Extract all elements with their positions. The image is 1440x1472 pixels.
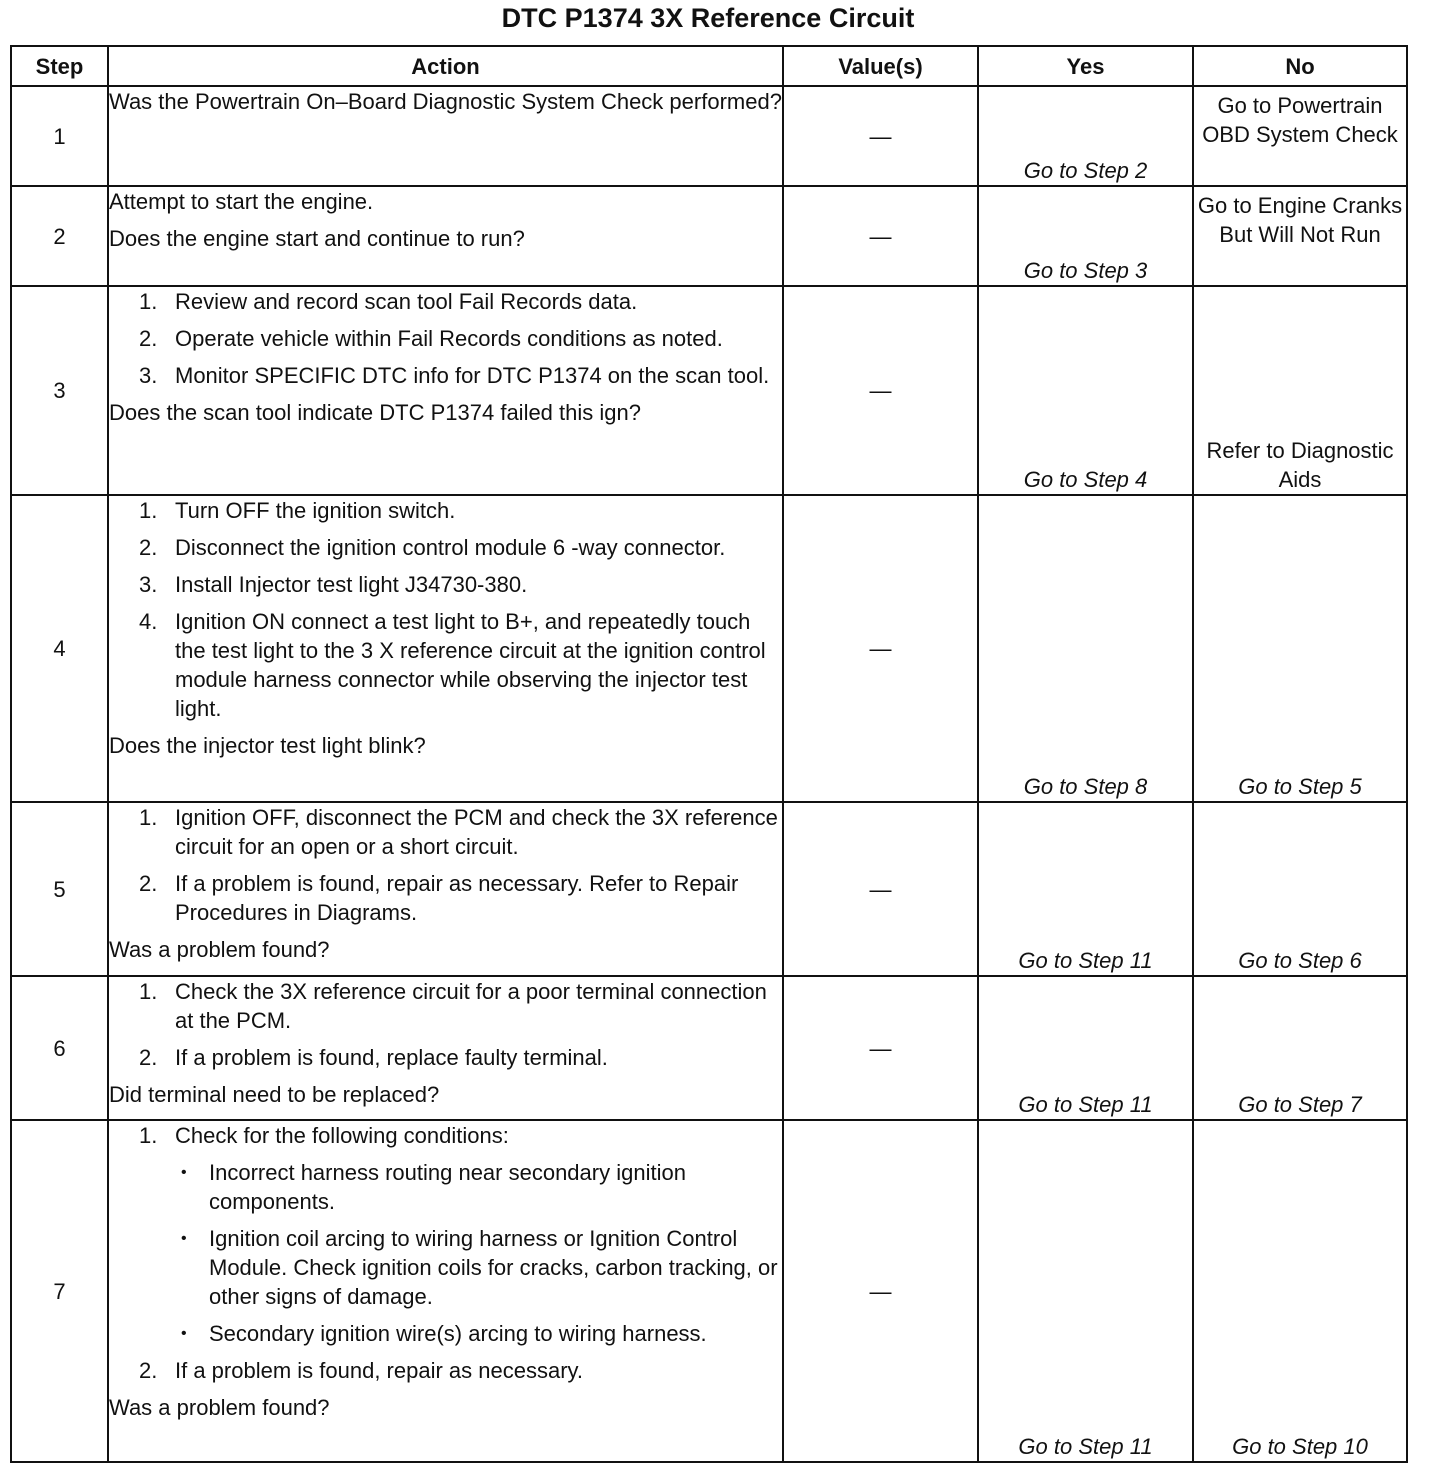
yes-cell: Go to Step 3 [978,186,1193,286]
no-cell: Go to Step 7 [1193,976,1407,1120]
numbered-list [109,803,782,927]
page-title: DTC P1374 3X Reference Circuit [501,3,915,33]
header-values: Value(s) [783,46,978,86]
list-item: 3. Monitor SPECIFIC DTC info for DTC P1374 on the scan tool. [139,363,770,388]
numbered-list [109,287,782,390]
list-item: 2. If a problem is found, replace faulty terminal. [139,1045,608,1070]
bullet-list [175,1158,782,1348]
list-item: 1. Turn OFF the ignition switch. [139,498,456,523]
step-number: 7 [11,1120,108,1462]
no-cell: Refer to Diagnostic Aids [1193,286,1407,495]
no-cell: Go to Step 5 [1193,495,1407,802]
bullet-item: • Incorrect harness routing near secondary ignition components. [175,1158,782,1216]
action-cell [108,976,783,1120]
step-number: 1 [11,86,108,186]
value-cell: — [783,186,978,286]
numbered-list [109,496,782,723]
action-question: Was the Powertrain On–Board Diagnostic System Check performed? [109,89,782,114]
diagnostic-table [10,45,1408,1463]
action-question: Was a problem found? [109,1395,330,1420]
table-row-step-1 [11,86,1407,186]
table-row-step-3 [11,286,1407,495]
step-number: 2 [11,186,108,286]
table-row-step-5 [11,802,1407,976]
action-cell [108,86,783,186]
yes-cell: Go to Step 2 [978,86,1193,186]
numbered-list [109,977,782,1072]
list-item: 1. Check for the following conditions: • Incorrect harness routing near secondary ignition components. • Ignition coil arcing to wiring harness or Ignition Control Module. Check ignition coils for cracks, carbon tracking, or other signs of damage. • Secondary ignition wire(s) arcing to wiring harness. [109,1121,782,1348]
bullet-item: • Secondary ignition wire(s) arcing to wiring harness. [175,1319,782,1348]
value-cell: — [783,976,978,1120]
table-row-step-2 [11,186,1407,286]
header-no: No [1193,46,1407,86]
yes-cell: Go to Step 11 [978,976,1193,1120]
table-row-step-4 [11,495,1407,802]
action-cell [108,802,783,976]
header-action: Action [108,46,783,86]
step-number: 5 [11,802,108,976]
yes-cell: Go to Step 11 [978,1120,1193,1462]
action-cell [108,286,783,495]
yes-cell: Go to Step 4 [978,286,1193,495]
action-question: Does the engine start and continue to run? [109,226,525,251]
action-cell [108,186,783,286]
list-item: 4. Ignition ON connect a test light to B+, and repeatedly touch the test light to the 3 X reference circuit at the ignition control module harness connector while observing the injector test light. [139,609,766,721]
numbered-list [109,1121,782,1385]
list-item: 2. If a problem is found, repair as necessary. [139,1358,584,1383]
value-cell: — [783,495,978,802]
value-cell: — [783,286,978,495]
no-cell: Go to Engine Cranks But Will Not Run [1193,186,1407,286]
table-row-step-7 [11,1120,1407,1462]
action-question: Was a problem found? [109,937,330,962]
no-cell: Go to Step 6 [1193,802,1407,976]
value-cell: — [783,86,978,186]
list-item: 2. Operate vehicle within Fail Records conditions as noted. [139,326,723,351]
step-number: 4 [11,495,108,802]
action-question: Does the injector test light blink? [109,733,426,758]
bullet-item: • Ignition coil arcing to wiring harness or Ignition Control Module. Check ignition coils for cracks, carbon tracking, or other signs of damage. [175,1224,782,1311]
list-item: 2. If a problem is found, repair as necessary. Refer to Repair Procedures in Diagrams. [139,871,739,925]
no-cell: Go to Powertrain OBD System Check [1193,86,1407,186]
no-cell: Go to Step 10 [1193,1120,1407,1462]
table-row-step-6 [11,976,1407,1120]
action-cell [108,495,783,802]
yes-cell: Go to Step 11 [978,802,1193,976]
yes-cell: Go to Step 8 [978,495,1193,802]
action-question: Did terminal need to be replaced? [109,1082,440,1107]
step-number: 6 [11,976,108,1120]
header-yes: Yes [978,46,1193,86]
action-question: Does the scan tool indicate DTC P1374 failed this ign? [109,400,641,425]
list-item: 1. Check the 3X reference circuit for a poor terminal connection at the PCM. [139,979,767,1033]
list-item: 1. Ignition OFF, disconnect the PCM and check the 3X reference circuit for an open or a short circuit. [139,805,778,859]
list-item: 1. Review and record scan tool Fail Records data. [139,289,638,314]
action-cell [108,1120,783,1462]
header-step: Step [11,46,108,86]
header-row [11,46,1407,86]
value-cell: — [783,802,978,976]
action-instruction: Attempt to start the engine. [109,189,374,214]
value-cell: — [783,1120,978,1462]
list-item: 2. Disconnect the ignition control module 6 -way connector. [139,535,726,560]
step-number: 3 [11,286,108,495]
list-item: 3. Install Injector test light J34730-380. [139,572,528,597]
